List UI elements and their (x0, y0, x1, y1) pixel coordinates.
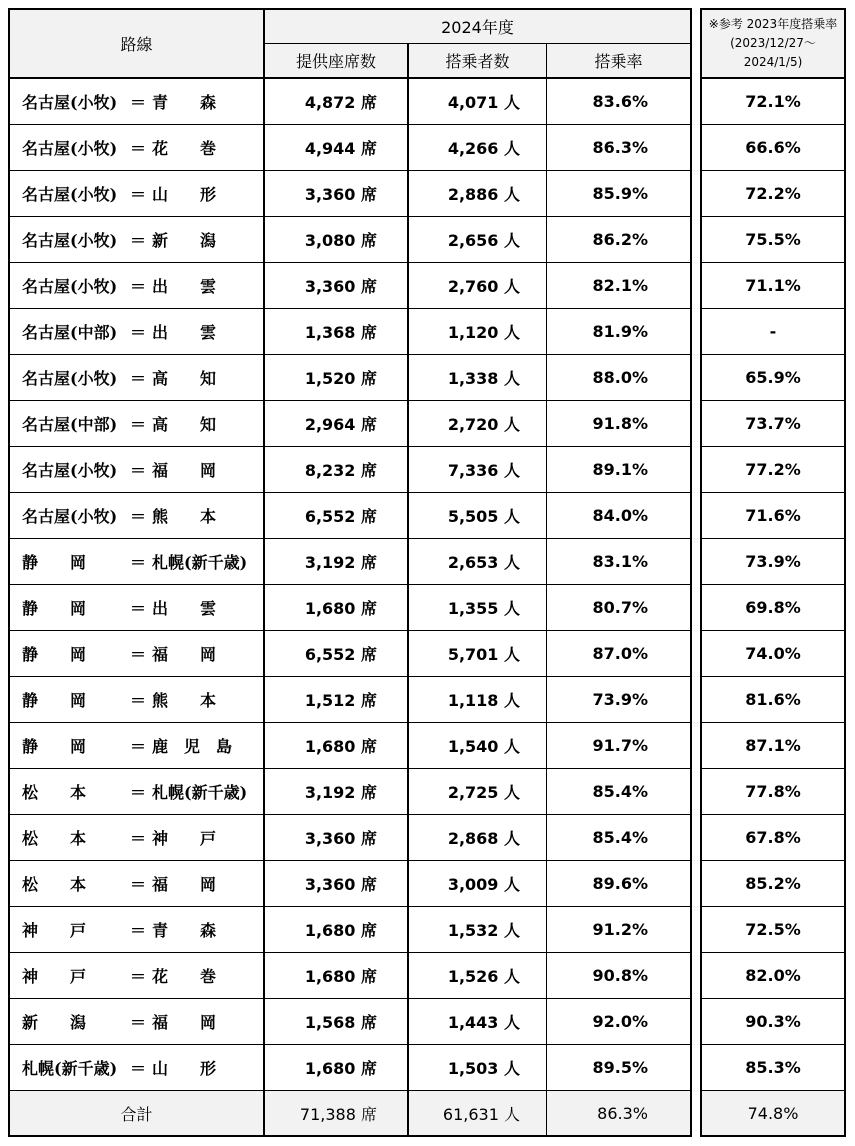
route-separator: ＝ (129, 875, 146, 894)
route-destination: 札幌(新千歳) (152, 553, 248, 572)
passengers-cell: 1,120 人 (409, 309, 547, 355)
table-row (8, 769, 692, 815)
seats-cell: 1,680 席 (265, 723, 409, 769)
table-row (8, 355, 692, 401)
load-factor-cell: 88.0% (547, 355, 692, 401)
route-cell (8, 447, 265, 493)
route-separator: ＝ (129, 369, 146, 388)
seats-cell: 3,360 席 (265, 263, 409, 309)
table-row (8, 171, 692, 217)
passengers-cell: 2,725 人 (409, 769, 547, 815)
route-origin: 静 岡 (22, 691, 87, 710)
reference-rate-cell: 87.1% (700, 723, 846, 769)
route-cell (8, 355, 265, 401)
passengers-cell: 1,540 人 (409, 723, 547, 769)
reference-rate-cell: 73.7% (700, 401, 846, 447)
passengers-cell: 2,886 人 (409, 171, 547, 217)
reference-rate-cell: 77.8% (700, 769, 846, 815)
route-cell (8, 907, 265, 953)
passengers-cell: 2,868 人 (409, 815, 547, 861)
load-factor-cell: 90.8% (547, 953, 692, 999)
route-origin: 静 岡 (22, 645, 87, 664)
route-origin: 神 戸 (22, 921, 87, 940)
load-factor-cell: 83.1% (547, 539, 692, 585)
passengers-cell: 2,760 人 (409, 263, 547, 309)
route-separator: ＝ (129, 783, 146, 802)
route-origin: 名古屋(小牧) (22, 185, 118, 204)
load-factor-cell: 73.9% (547, 677, 692, 723)
route-separator: ＝ (129, 737, 146, 756)
passengers-cell: 1,355 人 (409, 585, 547, 631)
reference-rate-cell: 77.2% (700, 447, 846, 493)
route-destination: 青 森 (152, 921, 217, 940)
reference-rate-cell: 73.9% (700, 539, 846, 585)
route-destination: 福 岡 (152, 1013, 217, 1032)
load-factor-cell: 91.2% (547, 907, 692, 953)
seats-cell: 1,680 席 (265, 1045, 409, 1091)
seats-cell: 4,872 席 (265, 79, 409, 125)
route-separator: ＝ (129, 967, 146, 986)
table-row (8, 723, 692, 769)
table-row (8, 79, 692, 125)
route-destination: 熊 本 (152, 691, 217, 710)
route-header: 路線 (8, 8, 265, 79)
route-cell (8, 585, 265, 631)
route-origin: 静 岡 (22, 599, 87, 618)
route-origin: 名古屋(小牧) (22, 93, 118, 112)
route-separator: ＝ (129, 415, 146, 434)
route-origin: 名古屋(小牧) (22, 461, 118, 480)
load-factor-cell: 85.4% (547, 769, 692, 815)
reference-row (700, 125, 846, 171)
route-origin: 名古屋(小牧) (22, 369, 118, 388)
reference-total-cell: 74.8% (700, 1091, 846, 1137)
table-row (8, 815, 692, 861)
route-destination: 福 岡 (152, 875, 217, 894)
route-origin: 静 岡 (22, 737, 87, 756)
load-factor-cell: 89.6% (547, 861, 692, 907)
route-destination: 高 知 (152, 415, 217, 434)
passengers-cell: 1,532 人 (409, 907, 547, 953)
route-cell (8, 263, 265, 309)
reference-rate-cell: 85.3% (700, 1045, 846, 1091)
reference-rate-cell: 75.5% (700, 217, 846, 263)
reference-header-line3: 2024/1/5) (743, 55, 803, 69)
route-separator: ＝ (129, 829, 146, 848)
reference-row (700, 217, 846, 263)
reference-header-line2: (2023/12/27～ (730, 36, 816, 50)
table-row (8, 677, 692, 723)
load-factor-cell: 86.3% (547, 125, 692, 171)
total-row (8, 1091, 692, 1137)
passengers-cell: 4,071 人 (409, 79, 547, 125)
seats-cell: 1,520 席 (265, 355, 409, 401)
reference-rate-cell: 72.5% (700, 907, 846, 953)
route-cell (8, 79, 265, 125)
route-separator: ＝ (129, 185, 146, 204)
load-factor-cell: 91.8% (547, 401, 692, 447)
reference-row (700, 861, 846, 907)
reference-rate-cell: 71.1% (700, 263, 846, 309)
passengers-cell: 2,720 人 (409, 401, 547, 447)
route-destination: 神 戸 (152, 829, 217, 848)
route-destination: 鹿 児 島 (152, 737, 233, 756)
reference-row (700, 723, 846, 769)
route-separator: ＝ (129, 645, 146, 664)
table-row (8, 907, 692, 953)
route-destination: 花 巻 (152, 139, 217, 158)
route-cell (8, 723, 265, 769)
seats-cell: 2,964 席 (265, 401, 409, 447)
route-destination: 花 巻 (152, 967, 217, 986)
passengers-cell: 5,505 人 (409, 493, 547, 539)
passengers-cell: 7,336 人 (409, 447, 547, 493)
reference-rate-cell: 72.2% (700, 171, 846, 217)
reference-rate-cell: 72.1% (700, 79, 846, 125)
reference-rate-cell: 90.3% (700, 999, 846, 1045)
route-destination: 新 潟 (152, 231, 217, 250)
route-separator: ＝ (129, 507, 146, 526)
passengers-cell: 1,526 人 (409, 953, 547, 999)
seats-cell: 1,680 席 (265, 953, 409, 999)
reference-row (700, 999, 846, 1045)
route-origin: 名古屋(中部) (22, 323, 118, 342)
seats-cell: 8,232 席 (265, 447, 409, 493)
reference-header-line1: ※参考 2023年度搭乗率 (708, 17, 838, 31)
reference-row (700, 677, 846, 723)
route-destination: 青 森 (152, 93, 217, 112)
route-separator: ＝ (129, 921, 146, 940)
reference-row (700, 493, 846, 539)
seats-cell: 3,360 席 (265, 171, 409, 217)
route-separator: ＝ (129, 93, 146, 112)
route-destination: 出 雲 (152, 599, 217, 618)
route-origin: 名古屋(小牧) (22, 507, 118, 526)
route-origin: 静 岡 (22, 553, 87, 572)
reference-row (700, 79, 846, 125)
route-cell (8, 815, 265, 861)
seats-cell: 6,552 席 (265, 493, 409, 539)
route-origin: 松 本 (22, 829, 87, 848)
route-cell (8, 677, 265, 723)
seats-cell: 1,680 席 (265, 585, 409, 631)
seats-cell: 71,388 席 (265, 1091, 409, 1137)
load-factor-cell: 85.4% (547, 815, 692, 861)
reference-row (700, 309, 846, 355)
passengers-cell: 3,009 人 (409, 861, 547, 907)
seats-cell: 3,360 席 (265, 861, 409, 907)
table-row (8, 539, 692, 585)
load-factor-cell: 89.1% (547, 447, 692, 493)
route-cell (8, 769, 265, 815)
reference-row (700, 769, 846, 815)
table-row (8, 125, 692, 171)
load-factor-cell: 85.9% (547, 171, 692, 217)
reference-rate-cell: 81.6% (700, 677, 846, 723)
reference-row (700, 631, 846, 677)
passengers-cell: 4,266 人 (409, 125, 547, 171)
load-factor-cell: 92.0% (547, 999, 692, 1045)
table-row (8, 585, 692, 631)
seats-cell: 3,192 席 (265, 539, 409, 585)
reference-rate-cell: 85.2% (700, 861, 846, 907)
reference-rate-cell: 71.6% (700, 493, 846, 539)
reference-rate-cell: 82.0% (700, 953, 846, 999)
seats-cell: 3,360 席 (265, 815, 409, 861)
table-row (8, 999, 692, 1045)
table-row (8, 953, 692, 999)
route-separator: ＝ (129, 553, 146, 572)
passengers-cell: 1,118 人 (409, 677, 547, 723)
reference-rate-cell: 69.8% (700, 585, 846, 631)
passengers-cell: 61,631 人 (409, 1091, 547, 1137)
reference-row (700, 815, 846, 861)
reference-row (700, 953, 846, 999)
route-cell (8, 493, 265, 539)
table-row (8, 401, 692, 447)
route-cell (8, 999, 265, 1045)
passengers-cell: 1,443 人 (409, 999, 547, 1045)
route-origin: 名古屋(中部) (22, 415, 118, 434)
load-factor-cell: 86.3% (547, 1091, 692, 1137)
route-origin: 名古屋(小牧) (22, 139, 118, 158)
reference-rate-cell: 66.6% (700, 125, 846, 171)
table-row (8, 309, 692, 355)
route-separator: ＝ (129, 461, 146, 480)
reference-row (700, 401, 846, 447)
load-factor-header: 搭乗率 (547, 44, 692, 79)
seats-cell: 1,568 席 (265, 999, 409, 1045)
passengers-header: 搭乗者数 (409, 44, 547, 79)
route-destination: 熊 本 (152, 507, 217, 526)
route-cell (8, 217, 265, 263)
route-destination: 山 形 (152, 185, 217, 204)
reference-rate-cell: 74.0% (700, 631, 846, 677)
seats-cell: 3,192 席 (265, 769, 409, 815)
route-separator: ＝ (129, 277, 146, 296)
route-cell (8, 1045, 265, 1091)
load-factor-cell: 80.7% (547, 585, 692, 631)
route-cell (8, 861, 265, 907)
table-row (8, 631, 692, 677)
route-separator: ＝ (129, 691, 146, 710)
reference-row (700, 263, 846, 309)
route-origin: 名古屋(小牧) (22, 231, 118, 250)
route-destination: 出 雲 (152, 323, 217, 342)
load-factor-cell: 84.0% (547, 493, 692, 539)
reference-rate-cell: 65.9% (700, 355, 846, 401)
passengers-cell: 1,503 人 (409, 1045, 547, 1091)
passengers-cell: 5,701 人 (409, 631, 547, 677)
seats-cell: 6,552 席 (265, 631, 409, 677)
reference-row (700, 355, 846, 401)
route-cell (8, 953, 265, 999)
reference-row (700, 585, 846, 631)
route-origin: 松 本 (22, 875, 87, 894)
route-origin: 新 潟 (22, 1013, 87, 1032)
route-origin: 神 戸 (22, 967, 87, 986)
table-row (8, 217, 692, 263)
passengers-cell: 2,656 人 (409, 217, 547, 263)
table-row (8, 493, 692, 539)
load-factor-cell: 89.5% (547, 1045, 692, 1091)
load-factor-cell: 83.6% (547, 79, 692, 125)
route-cell (8, 401, 265, 447)
passengers-cell: 1,338 人 (409, 355, 547, 401)
reference-rate-cell: - (700, 309, 846, 355)
reference-row (700, 1045, 846, 1091)
seats-cell: 1,512 席 (265, 677, 409, 723)
route-destination: 札幌(新千歳) (152, 783, 248, 802)
route-cell (8, 125, 265, 171)
seats-cell: 1,680 席 (265, 907, 409, 953)
seats-cell: 4,944 席 (265, 125, 409, 171)
route-destination: 山 形 (152, 1059, 217, 1078)
load-factor-cell: 82.1% (547, 263, 692, 309)
table-row (8, 1045, 692, 1091)
route-separator: ＝ (129, 139, 146, 158)
route-cell (8, 309, 265, 355)
passengers-cell: 2,653 人 (409, 539, 547, 585)
route-separator: ＝ (129, 599, 146, 618)
reference-row (700, 907, 846, 953)
route-separator: ＝ (129, 1013, 146, 1032)
route-cell (8, 171, 265, 217)
route-origin: 名古屋(小牧) (22, 277, 118, 296)
route-separator: ＝ (129, 323, 146, 342)
table-row (8, 861, 692, 907)
reference-header (700, 8, 846, 79)
reference-rate-cell: 67.8% (700, 815, 846, 861)
seats-cell: 1,368 席 (265, 309, 409, 355)
load-factor-cell: 81.9% (547, 309, 692, 355)
route-origin: 札幌(新千歳) (22, 1059, 118, 1078)
table-row (8, 263, 692, 309)
load-factor-cell: 91.7% (547, 723, 692, 769)
main-table (8, 8, 692, 1137)
reference-total-row (700, 1091, 846, 1137)
seats-cell: 3,080 席 (265, 217, 409, 263)
route-origin: 松 本 (22, 783, 87, 802)
fiscal-year-header: 2024年度 (265, 8, 692, 44)
reference-row (700, 171, 846, 217)
seats-header: 提供座席数 (265, 44, 409, 79)
reference-table (700, 8, 846, 1137)
load-factor-cell: 87.0% (547, 631, 692, 677)
route-separator: ＝ (129, 1059, 146, 1078)
route-cell (8, 631, 265, 677)
route-destination: 福 岡 (152, 645, 217, 664)
route-cell (8, 539, 265, 585)
route-destination: 福 岡 (152, 461, 217, 480)
table-row (8, 447, 692, 493)
load-factor-cell: 86.2% (547, 217, 692, 263)
reference-row (700, 539, 846, 585)
route-destination: 出 雲 (152, 277, 217, 296)
total-label: 合計 (8, 1091, 265, 1137)
route-destination: 高 知 (152, 369, 217, 388)
reference-row (700, 447, 846, 493)
route-separator: ＝ (129, 231, 146, 250)
